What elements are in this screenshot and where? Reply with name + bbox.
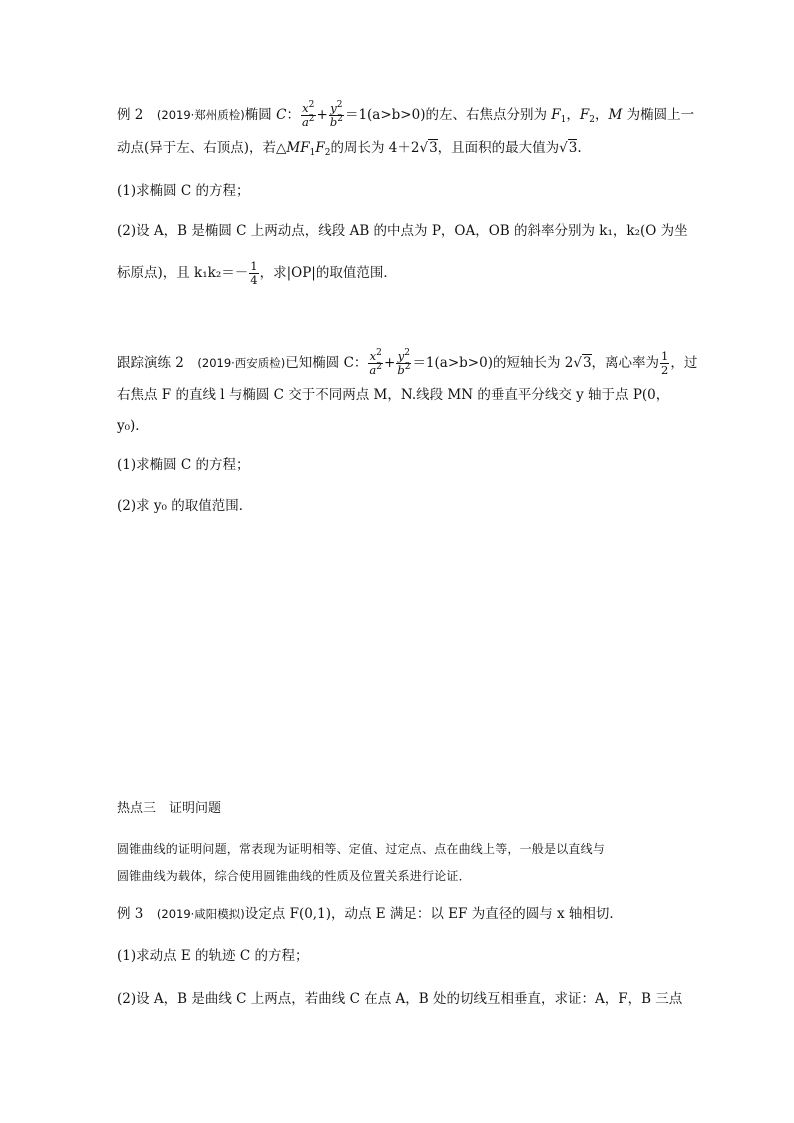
- practice2-line2: 右焦点 F 的直线 l 与椭圆 C 交于不同两点 M，N.线段 MN 的垂直平分线交 y 轴于点 P(0，: [117, 387, 670, 403]
- hotspot3-intro-line2: 圆锥曲线为载体，综合使用圆锥曲线的性质及位置关系进行论证．: [117, 869, 471, 883]
- practice2-question1: (1)求椭圆 C 的方程；: [117, 457, 250, 473]
- section-heading: 热点三 证明问题: [117, 801, 222, 816]
- example3-source: (2019·咸阳模拟): [156, 907, 245, 921]
- fraction-one-quarter: $\frac{1}{4}$: [250, 259, 258, 287]
- example3-line1: 例 3 (2019·咸阳模拟)设定点 F(0,1)，动点 E 满足：以 EF 为直径的圆与 x 轴相切．: [117, 906, 623, 922]
- example3-question1: (1)求动点 E 的轨迹 C 的方程；: [117, 948, 309, 964]
- example2-question1: (1)求椭圆 C 的方程；: [117, 183, 250, 199]
- example2-label: 例 2: [117, 107, 144, 123]
- example2-line1: 例 2 (2019·郑州质检)椭圆 C： $\frac{x^2}{a^2}$ + $\frac{y^2}{b^2}$ ＝1(a>b>0)的左、右焦点分别为 $F_1$，$F_2$，M 为椭圆上一: [117, 100, 695, 129]
- example3-question2: (2)设 A，B 是曲线 C 上两点，若曲线 C 在点 A，B 处的切线互相垂直，求证：A，F，B 三点: [117, 991, 683, 1007]
- fraction-y2-b2: $\frac{y^2}{b^2}$: [329, 100, 343, 129]
- practice2-label: 跟踪演练 2: [117, 355, 184, 371]
- example2-question2-line2: 标原点)，且 k₁k₂＝－ $\frac{1}{4}$ ，求|OP|的取值范围．: [117, 259, 397, 287]
- practice2-line1: 跟踪演练 2 (2019·西安质检)已知椭圆 C： $\frac{x^2}{a^2}$ + $\frac{y^2}{b^2}$ ＝1(a>b>0)的短轴长为 2√3，离心率为 $\frac{1}{2}$ ，过: [117, 348, 698, 377]
- example2-question2-line1: (2)设 A，B 是椭圆 C 上两动点，线段 AB 的中点为 P，OA，OB 的斜率分别为 k₁，k₂(O 为坐: [117, 223, 688, 239]
- example3-label: 例 3: [117, 906, 144, 922]
- fraction-x2-a2: $\frac{x^2}{a^2}$: [301, 100, 315, 129]
- practice2-line3: y₀)．: [117, 418, 149, 434]
- hotspot3-intro-line1: 圆锥曲线的证明问题，常表现为证明相等、定值、过定点、点在曲线上等，一般是以直线与: [117, 842, 606, 856]
- example2-source: (2019·郑州质检): [156, 108, 245, 122]
- fraction-one-half: $\frac{1}{2}$: [661, 349, 669, 377]
- practice2-source: (2019·西安质检): [197, 356, 286, 370]
- practice2-question2: (2)求 y₀ 的取值范围．: [117, 498, 253, 514]
- example2-line2: 动点(异于左、右顶点)，若$\triangle MF_1F_2$的周长为 4＋2√3，且面积的最大值为√3.: [117, 140, 582, 158]
